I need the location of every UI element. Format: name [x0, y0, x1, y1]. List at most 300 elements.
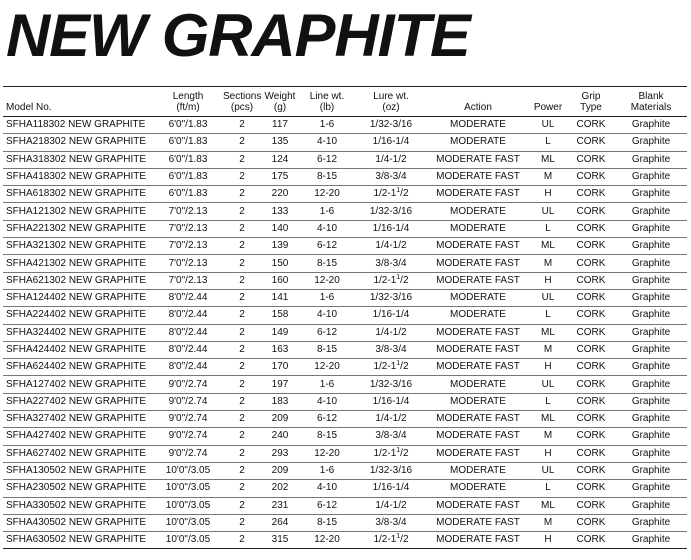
blank-materials-cell: Graphite [615, 359, 687, 376]
blank-materials-cell: Graphite [615, 117, 687, 134]
length-cell: 7'0"/2.13 [153, 238, 223, 255]
line-wt-cell: 12-20 [299, 359, 355, 376]
table-row [3, 272, 687, 289]
action-cell: MODERATE FAST [427, 428, 529, 445]
action-cell: MODERATE [427, 134, 529, 151]
power-cell: UL [529, 289, 567, 306]
sections-cell: 2 [223, 411, 261, 428]
sections-cell: 2 [223, 341, 261, 358]
model-cell: SFHA427402 NEW GRAPHITE [3, 428, 153, 445]
weight-cell: 170 [261, 359, 299, 376]
weight-cell: 231 [261, 497, 299, 514]
lure-wt-cell: 1/4-1/2 [355, 411, 427, 428]
lure-wt-superscript: 1 [396, 187, 401, 195]
model-cell: SFHA321302 NEW GRAPHITE [3, 238, 153, 255]
action-cell: MODERATE [427, 480, 529, 497]
line-wt-cell: 4-10 [299, 480, 355, 497]
line-wt-cell: 4-10 [299, 307, 355, 324]
sections-cell: 2 [223, 134, 261, 151]
model-cell: SFHA621302 NEW GRAPHITE [3, 272, 153, 289]
lure-wt-value: 1/2-1 [373, 534, 397, 546]
power-cell: H [529, 359, 567, 376]
sections-cell: 2 [223, 186, 261, 203]
length-cell: 6'0"/1.83 [153, 151, 223, 168]
power-cell: ML [529, 151, 567, 168]
blank-materials-cell: Graphite [615, 532, 687, 549]
column-header-line-wt [299, 87, 355, 117]
weight-cell: 293 [261, 445, 299, 462]
grip-type-cell: CORK [567, 117, 615, 134]
table-header [3, 87, 687, 117]
table-row [3, 393, 687, 410]
power-cell: ML [529, 324, 567, 341]
weight-cell: 202 [261, 480, 299, 497]
table-row [3, 341, 687, 358]
action-cell: MODERATE FAST [427, 359, 529, 376]
sections-cell: 2 [223, 376, 261, 393]
action-cell: MODERATE FAST [427, 168, 529, 185]
line-wt-cell: 1-6 [299, 376, 355, 393]
column-header-label: Weight [264, 91, 296, 102]
sections-cell: 2 [223, 117, 261, 134]
blank-materials-cell: Graphite [615, 445, 687, 462]
grip-type-cell: CORK [567, 289, 615, 306]
length-cell: 8'0"/2.44 [153, 289, 223, 306]
model-cell: SFHA218302 NEW GRAPHITE [3, 134, 153, 151]
blank-materials-cell: Graphite [615, 238, 687, 255]
grip-type-cell: CORK [567, 168, 615, 185]
length-cell: 7'0"/2.13 [153, 272, 223, 289]
grip-type-cell: CORK [567, 255, 615, 272]
blank-materials-cell: Graphite [615, 186, 687, 203]
length-cell: 7'0"/2.13 [153, 203, 223, 220]
blank-materials-cell: Graphite [615, 255, 687, 272]
lure-wt-cell [355, 445, 427, 462]
grip-type-cell: CORK [567, 532, 615, 549]
model-cell: SFHA227402 NEW GRAPHITE [3, 393, 153, 410]
column-header-unit: Materials [630, 102, 672, 113]
page-title: NEW GRAPHITE [6, 2, 470, 69]
line-wt-cell: 12-20 [299, 186, 355, 203]
model-cell: SFHA630502 NEW GRAPHITE [3, 532, 153, 549]
grip-type-cell: CORK [567, 514, 615, 531]
length-cell: 10'0"/3.05 [153, 497, 223, 514]
lure-wt-fraction-tail: /2 [400, 534, 409, 546]
column-header-action [427, 87, 529, 117]
column-header-model-no [3, 87, 153, 117]
grip-type-cell: CORK [567, 203, 615, 220]
table-row [3, 186, 687, 203]
line-wt-cell: 6-12 [299, 497, 355, 514]
action-cell: MODERATE [427, 462, 529, 479]
lure-wt-cell [355, 186, 427, 203]
lure-wt-cell: 1/16-1/4 [355, 480, 427, 497]
grip-type-cell: CORK [567, 462, 615, 479]
lure-wt-superscript: 1 [396, 360, 401, 368]
power-cell: UL [529, 376, 567, 393]
blank-materials-cell: Graphite [615, 462, 687, 479]
action-cell: MODERATE FAST [427, 324, 529, 341]
grip-type-cell: CORK [567, 134, 615, 151]
action-cell: MODERATE FAST [427, 272, 529, 289]
power-cell: H [529, 445, 567, 462]
model-cell: SFHA430502 NEW GRAPHITE [3, 514, 153, 531]
table-row [3, 151, 687, 168]
table-row [3, 359, 687, 376]
blank-materials-cell: Graphite [615, 428, 687, 445]
column-header-label: Length [172, 91, 204, 102]
sections-cell: 2 [223, 307, 261, 324]
blank-materials-cell: Graphite [615, 514, 687, 531]
weight-cell: 240 [261, 428, 299, 445]
length-cell: 8'0"/2.44 [153, 341, 223, 358]
length-cell: 7'0"/2.13 [153, 255, 223, 272]
column-header-length [153, 87, 223, 117]
column-header-lure-wt [355, 87, 427, 117]
line-wt-cell: 1-6 [299, 462, 355, 479]
grip-type-cell: CORK [567, 393, 615, 410]
grip-type-cell: CORK [567, 341, 615, 358]
table-row [3, 428, 687, 445]
grip-type-cell: CORK [567, 497, 615, 514]
lure-wt-cell [355, 272, 427, 289]
action-cell: MODERATE FAST [427, 532, 529, 549]
line-wt-cell: 8-15 [299, 255, 355, 272]
grip-type-cell: CORK [567, 324, 615, 341]
lure-wt-cell: 1/16-1/4 [355, 134, 427, 151]
action-cell: MODERATE FAST [427, 445, 529, 462]
blank-materials-cell: Graphite [615, 151, 687, 168]
model-cell: SFHA627402 NEW GRAPHITE [3, 445, 153, 462]
model-cell: SFHA624402 NEW GRAPHITE [3, 359, 153, 376]
line-wt-cell: 12-20 [299, 532, 355, 549]
lure-wt-fraction-tail: /2 [400, 361, 409, 373]
weight-cell: 264 [261, 514, 299, 531]
column-header-label: Lure wt. [373, 91, 409, 102]
power-cell: ML [529, 411, 567, 428]
length-cell: 9'0"/2.74 [153, 428, 223, 445]
action-cell: MODERATE [427, 393, 529, 410]
line-wt-cell: 1-6 [299, 289, 355, 306]
model-cell: SFHA221302 NEW GRAPHITE [3, 220, 153, 237]
action-cell: MODERATE [427, 376, 529, 393]
line-wt-cell: 8-15 [299, 168, 355, 185]
table-row [3, 203, 687, 220]
power-cell: M [529, 168, 567, 185]
table-row [3, 411, 687, 428]
model-cell: SFHA421302 NEW GRAPHITE [3, 255, 153, 272]
blank-materials-cell: Graphite [615, 289, 687, 306]
table-row [3, 480, 687, 497]
lure-wt-cell [355, 359, 427, 376]
table-row [3, 497, 687, 514]
length-cell: 8'0"/2.44 [153, 359, 223, 376]
line-wt-cell: 1-6 [299, 117, 355, 134]
lure-wt-cell: 1/32-3/16 [355, 117, 427, 134]
lure-wt-cell: 3/8-3/4 [355, 168, 427, 185]
sections-cell: 2 [223, 151, 261, 168]
sections-cell: 2 [223, 532, 261, 549]
blank-materials-cell: Graphite [615, 134, 687, 151]
sections-cell: 2 [223, 272, 261, 289]
line-wt-cell: 8-15 [299, 341, 355, 358]
sections-cell: 2 [223, 238, 261, 255]
column-header-power [529, 87, 567, 117]
column-header-label: Blank [638, 91, 664, 102]
table-row [3, 462, 687, 479]
power-cell: H [529, 272, 567, 289]
action-cell: MODERATE FAST [427, 497, 529, 514]
weight-cell: 315 [261, 532, 299, 549]
sections-cell: 2 [223, 168, 261, 185]
model-cell: SFHA418302 NEW GRAPHITE [3, 168, 153, 185]
line-wt-cell: 8-15 [299, 514, 355, 531]
lure-wt-value: 1/2-1 [373, 274, 397, 286]
column-header-unit: (pcs) [230, 102, 254, 113]
sections-cell: 2 [223, 220, 261, 237]
line-wt-cell: 4-10 [299, 220, 355, 237]
column-header-label: Power [533, 102, 563, 113]
weight-cell: 133 [261, 203, 299, 220]
sections-cell: 2 [223, 480, 261, 497]
lure-wt-cell: 1/4-1/2 [355, 497, 427, 514]
column-header-label: Action [464, 102, 492, 113]
power-cell: L [529, 220, 567, 237]
power-cell: M [529, 428, 567, 445]
table-row [3, 532, 687, 549]
action-cell: MODERATE FAST [427, 186, 529, 203]
column-header-unit: (oz) [382, 102, 400, 113]
model-cell: SFHA118302 NEW GRAPHITE [3, 117, 153, 134]
table-row [3, 255, 687, 272]
sections-cell: 2 [223, 497, 261, 514]
power-cell: M [529, 255, 567, 272]
lure-wt-fraction-tail: /2 [400, 274, 409, 286]
lure-wt-cell [355, 532, 427, 549]
weight-cell: 149 [261, 324, 299, 341]
lure-wt-cell: 1/32-3/16 [355, 289, 427, 306]
weight-cell: 135 [261, 134, 299, 151]
grip-type-cell: CORK [567, 359, 615, 376]
length-cell: 9'0"/2.74 [153, 411, 223, 428]
blank-materials-cell: Graphite [615, 168, 687, 185]
column-header-blank-materials [615, 87, 687, 117]
sections-cell: 2 [223, 255, 261, 272]
length-cell: 10'0"/3.05 [153, 514, 223, 531]
column-header-unit: Type [580, 102, 602, 113]
action-cell: MODERATE [427, 117, 529, 134]
model-cell: SFHA121302 NEW GRAPHITE [3, 203, 153, 220]
action-cell: MODERATE [427, 307, 529, 324]
grip-type-cell: CORK [567, 272, 615, 289]
blank-materials-cell: Graphite [615, 411, 687, 428]
weight-cell: 140 [261, 220, 299, 237]
weight-cell: 141 [261, 289, 299, 306]
column-header-label: Grip [581, 91, 601, 102]
action-cell: MODERATE [427, 289, 529, 306]
model-cell: SFHA324402 NEW GRAPHITE [3, 324, 153, 341]
column-header-sections [223, 87, 261, 117]
weight-cell: 158 [261, 307, 299, 324]
length-cell: 10'0"/3.05 [153, 462, 223, 479]
length-cell: 6'0"/1.83 [153, 117, 223, 134]
table-row [3, 220, 687, 237]
action-cell: MODERATE [427, 220, 529, 237]
blank-materials-cell: Graphite [615, 307, 687, 324]
sections-cell: 2 [223, 514, 261, 531]
grip-type-cell: CORK [567, 151, 615, 168]
lure-wt-value: 1/2-1 [373, 188, 397, 200]
weight-cell: 124 [261, 151, 299, 168]
header-row [3, 87, 687, 117]
length-cell: 6'0"/1.83 [153, 186, 223, 203]
model-cell: SFHA330502 NEW GRAPHITE [3, 497, 153, 514]
spec-table [3, 86, 687, 549]
line-wt-cell: 6-12 [299, 151, 355, 168]
action-cell: MODERATE FAST [427, 151, 529, 168]
weight-cell: 197 [261, 376, 299, 393]
model-cell: SFHA124402 NEW GRAPHITE [3, 289, 153, 306]
sections-cell: 2 [223, 324, 261, 341]
model-cell: SFHA424402 NEW GRAPHITE [3, 341, 153, 358]
length-cell: 10'0"/3.05 [153, 532, 223, 549]
table-body [3, 117, 687, 549]
power-cell: L [529, 480, 567, 497]
grip-type-cell: CORK [567, 220, 615, 237]
action-cell: MODERATE FAST [427, 341, 529, 358]
weight-cell: 117 [261, 117, 299, 134]
table-row [3, 376, 687, 393]
table-row [3, 514, 687, 531]
lure-wt-cell: 1/16-1/4 [355, 393, 427, 410]
column-header-label: Line wt. [309, 91, 345, 102]
lure-wt-cell: 1/4-1/2 [355, 151, 427, 168]
power-cell: UL [529, 117, 567, 134]
grip-type-cell: CORK [567, 376, 615, 393]
column-header-grip-type [567, 87, 615, 117]
power-cell: L [529, 393, 567, 410]
power-cell: H [529, 186, 567, 203]
line-wt-cell: 6-12 [299, 324, 355, 341]
blank-materials-cell: Graphite [615, 480, 687, 497]
power-cell: ML [529, 238, 567, 255]
weight-cell: 175 [261, 168, 299, 185]
lure-wt-cell: 3/8-3/4 [355, 514, 427, 531]
line-wt-cell: 8-15 [299, 428, 355, 445]
lure-wt-superscript: 1 [396, 533, 401, 541]
column-header-label: Model No. [6, 102, 52, 113]
lure-wt-fraction-tail: /2 [400, 447, 409, 459]
line-wt-cell: 1-6 [299, 203, 355, 220]
blank-materials-cell: Graphite [615, 324, 687, 341]
weight-cell: 150 [261, 255, 299, 272]
length-cell: 8'0"/2.44 [153, 307, 223, 324]
blank-materials-cell: Graphite [615, 376, 687, 393]
length-cell: 9'0"/2.74 [153, 376, 223, 393]
grip-type-cell: CORK [567, 238, 615, 255]
model-cell: SFHA230502 NEW GRAPHITE [3, 480, 153, 497]
lure-wt-cell: 1/4-1/2 [355, 238, 427, 255]
model-cell: SFHA130502 NEW GRAPHITE [3, 462, 153, 479]
power-cell: UL [529, 203, 567, 220]
lure-wt-value: 1/2-1 [373, 447, 397, 459]
column-header-unit: (lb) [319, 102, 335, 113]
weight-cell: 160 [261, 272, 299, 289]
lure-wt-fraction-tail: /2 [400, 188, 409, 200]
weight-cell: 209 [261, 462, 299, 479]
model-cell: SFHA224402 NEW GRAPHITE [3, 307, 153, 324]
table-row [3, 445, 687, 462]
lure-wt-cell: 1/32-3/16 [355, 462, 427, 479]
model-cell: SFHA327402 NEW GRAPHITE [3, 411, 153, 428]
weight-cell: 139 [261, 238, 299, 255]
grip-type-cell: CORK [567, 428, 615, 445]
table-row [3, 238, 687, 255]
model-cell: SFHA127402 NEW GRAPHITE [3, 376, 153, 393]
power-cell: L [529, 307, 567, 324]
lure-wt-value: 1/2-1 [373, 361, 397, 373]
column-header-unit: (g) [273, 102, 287, 113]
action-cell: MODERATE [427, 203, 529, 220]
line-wt-cell: 6-12 [299, 411, 355, 428]
model-cell: SFHA618302 NEW GRAPHITE [3, 186, 153, 203]
action-cell: MODERATE FAST [427, 238, 529, 255]
length-cell: 6'0"/1.83 [153, 168, 223, 185]
table-row [3, 324, 687, 341]
blank-materials-cell: Graphite [615, 393, 687, 410]
grip-type-cell: CORK [567, 307, 615, 324]
grip-type-cell: CORK [567, 480, 615, 497]
action-cell: MODERATE FAST [427, 255, 529, 272]
power-cell: H [529, 532, 567, 549]
sections-cell: 2 [223, 289, 261, 306]
lure-wt-superscript: 1 [396, 446, 401, 454]
power-cell: UL [529, 462, 567, 479]
line-wt-cell: 4-10 [299, 134, 355, 151]
weight-cell: 163 [261, 341, 299, 358]
lure-wt-cell: 1/32-3/16 [355, 376, 427, 393]
sections-cell: 2 [223, 462, 261, 479]
power-cell: M [529, 341, 567, 358]
model-cell: SFHA318302 NEW GRAPHITE [3, 151, 153, 168]
table-row [3, 307, 687, 324]
lure-wt-cell: 1/32-3/16 [355, 203, 427, 220]
line-wt-cell: 12-20 [299, 272, 355, 289]
lure-wt-cell: 1/4-1/2 [355, 324, 427, 341]
table-row [3, 168, 687, 185]
sections-cell: 2 [223, 359, 261, 376]
length-cell: 7'0"/2.13 [153, 220, 223, 237]
table-row [3, 134, 687, 151]
lure-wt-cell: 3/8-3/4 [355, 341, 427, 358]
lure-wt-cell: 1/16-1/4 [355, 307, 427, 324]
blank-materials-cell: Graphite [615, 220, 687, 237]
table-row [3, 289, 687, 306]
lure-wt-cell: 3/8-3/4 [355, 255, 427, 272]
weight-cell: 220 [261, 186, 299, 203]
weight-cell: 183 [261, 393, 299, 410]
length-cell: 9'0"/2.74 [153, 393, 223, 410]
sections-cell: 2 [223, 203, 261, 220]
line-wt-cell: 4-10 [299, 393, 355, 410]
sections-cell: 2 [223, 393, 261, 410]
line-wt-cell: 6-12 [299, 238, 355, 255]
lure-wt-superscript: 1 [396, 273, 401, 281]
length-cell: 9'0"/2.74 [153, 445, 223, 462]
column-header-label: Sections [223, 91, 262, 102]
power-cell: ML [529, 497, 567, 514]
line-wt-cell: 12-20 [299, 445, 355, 462]
